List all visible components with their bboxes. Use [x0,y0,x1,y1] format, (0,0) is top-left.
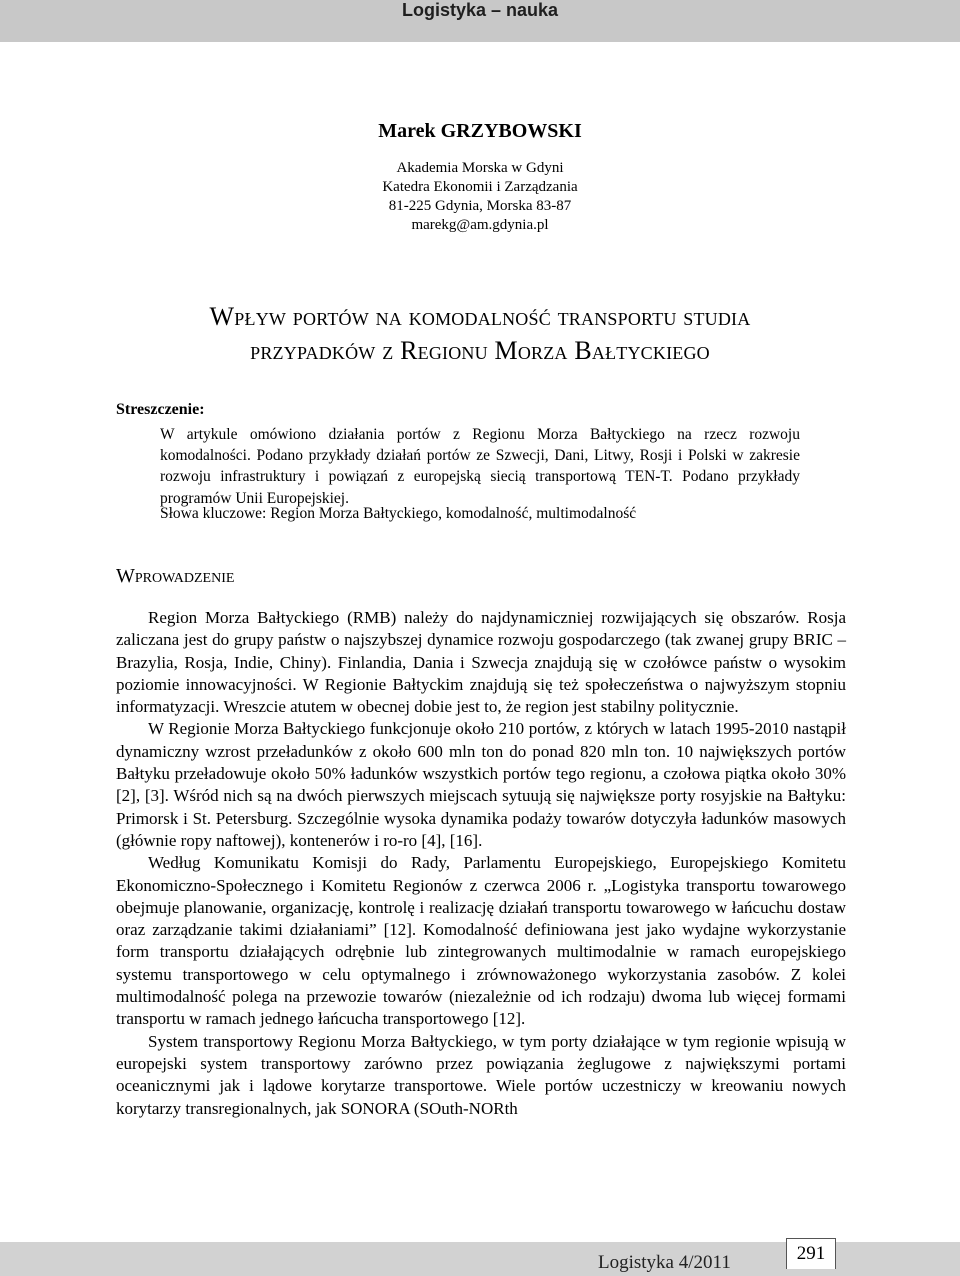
affiliation-line: Akademia Morska w Gdyni [396,160,564,176]
abstract-label: Streszczenie: [116,401,205,418]
body-paragraph: W Regionie Morza Bałtyckiego funkcjonuje około 210 portów, z których w latach 1995-2010 nastąpił dynamiczny wzrost przeładunków z około 600 mln ton do ponad 820 mln ton. 10 największych portów Bałtyku przeładowuje około 50% ładunków wszystkich portów tego regionu, a czołowa piątka około 30% [2], [3]. Wśród nich są na dwóch pierwszych miejscach sytuują się największe porty rosyjskie na Bałtyku: Primorsk i St. Petersburg. Szczególnie wysoka dynamika podaży towarów dotyczyła ładunków masowych (głównie ropy naftowej), kontenerów i ro-ro [4], [16]. [116,719,846,850]
affiliation-line: Katedra Ekonomii i Zarządzania [382,179,578,195]
keywords: Słowa kluczowe: Region Morza Bałtyckiego, komodalność, multimodalność [160,505,637,522]
article-body [116,607,846,1120]
affiliation-block [0,159,960,235]
article-title-line: przypadków z Regionu Morza Bałtyckiego [250,336,710,365]
running-header: Logistyka – nauka [401,0,559,20]
affiliation-line: 81-225 Gdynia, Morska 83-87 [388,198,572,214]
body-paragraph: Według Komunikatu Komisji do Rady, Parlamentu Europejskiego, Europejskiego Komitetu Ekonomiczno-Społecznego i Komitetu Regionów z czerwca 2006 r. „Logistyka transportu towarowego obejmuje planowanie, organizację, kontrolę i realizację działań transportu towarowego w łańcuchu dostaw oraz zarządzanie takimi działaniami” [12]. Komodalność definiowana jest jako wydajne wykorzystanie form transportu działających odrębnie lub zintegrowanych multimodalnie w ramach europejskiego systemu transportowego w celu optymalnego i zrównoważonego wykorzystania zasobów. Z kolei multimodalność polega na przewozie towarów (niezależnie od ich rodzaju) dwoma lub więcej formami transportu w ramach jednego łańcucha transportowego [12]. [116,853,846,1029]
body-paragraph: System transportowy Regionu Morza Bałtyckiego, w tym porty działające w tym regionie wpisują w europejski system transportowy zarówno przez powiązania żeglugowe z największymi portami oceanicznymi jak i lądowe korytarze transportowe. Wiele portów uczestniczy w kreowaniu nowych korytarzy transregionalnych, jak SONORA (SOuth-NORth [116,1031,846,1118]
author-email: marekg@am.gdynia.pl [411,217,549,233]
article-title-line: Wpływ portów na komodalność transportu studia [209,302,751,331]
abstract-text: W artykule omówiono działania portów z Regionu Morza Bałtyckiego na rzecz rozwoju komodalności. Podano przykłady działań portów ze Szwecji, Dani, Litwy, Rosji i Polski w zakresie rozwoju infrastruktury i powiązań z europejską siecią transportową TEN-T. Podano przykłady programów Unii Europejskiej. [160,426,800,507]
journal-issue: Logistyka 4/2011 [598,1252,731,1273]
author-name: Marek GRZYBOWSKI [378,120,582,142]
body-paragraph: Region Morza Bałtyckiego (RMB) należy do najdynamiczniej rozwijających się obszarów. Rosja zaliczana jest do grupy państw o najszybszej dynamice rozwoju gospodarczego (tak zwanej grupy BRIC – Brazylia, Rosja, Indie, Chiny). Finlandia, Dania i Szwecja znajdują się w czołówce państw o wysokim poziomie innowacyjności. W Regionie Bałtyckim znajdują się też społeczeństwa o najwyższym stopniu informatyzacji. Wreszcie atutem w obecnej dobie jest to, że region jest stabilny politycznie. [116,608,846,717]
article-title [0,300,960,368]
section-heading: Wprowadzenie [116,565,235,587]
page-number: 291 [786,1238,836,1269]
